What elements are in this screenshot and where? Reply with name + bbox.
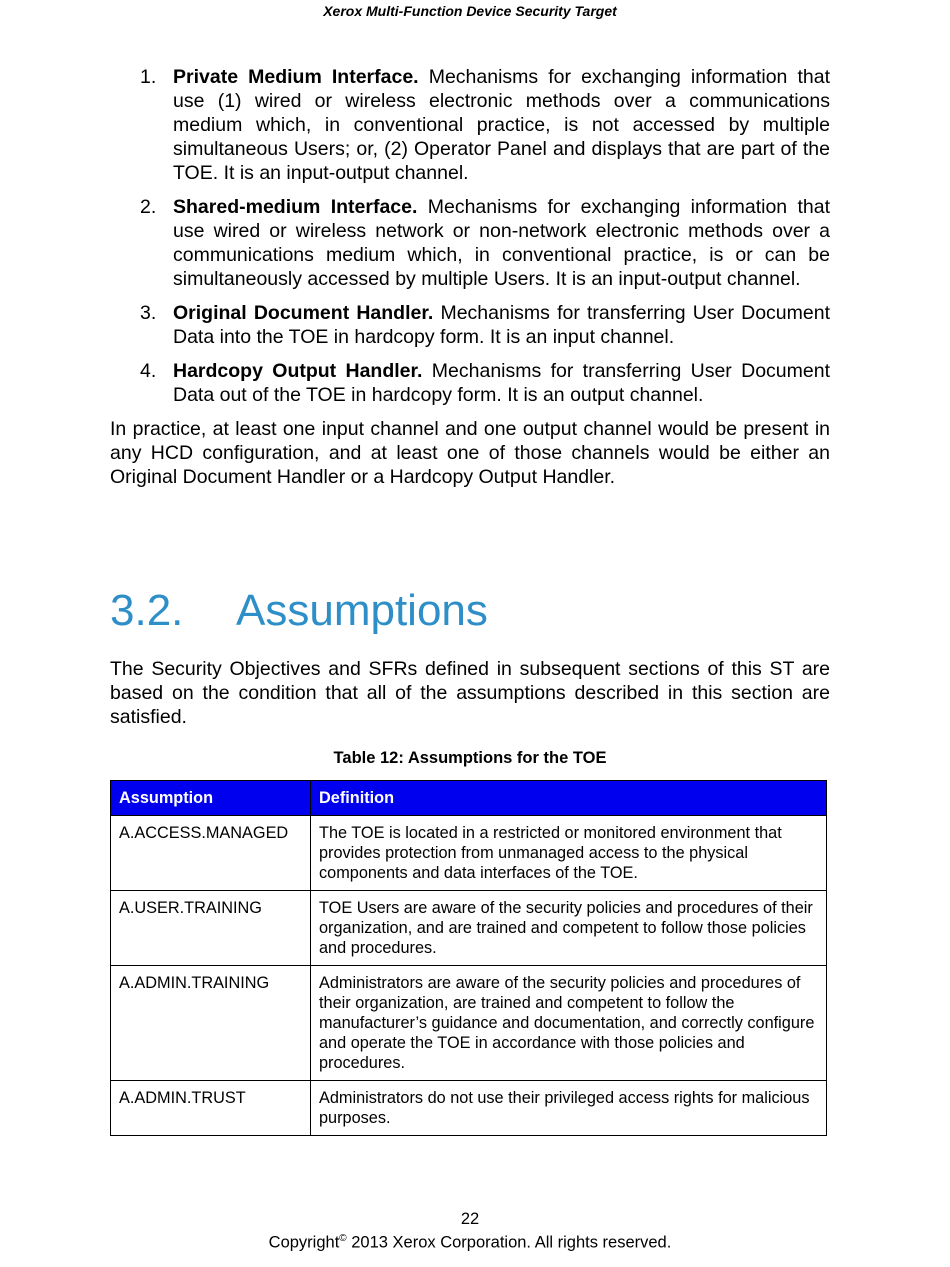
assumption-cell: A.ADMIN.TRUST xyxy=(111,1081,311,1136)
copyright-prefix: Copyright xyxy=(268,1233,340,1252)
list-item-term: Original Document Handler. xyxy=(173,302,434,324)
list-item-number: 3. xyxy=(140,302,157,324)
list-item-term: Shared-medium Interface. xyxy=(173,196,418,218)
column-header-assumption: Assumption xyxy=(111,781,311,816)
list-item xyxy=(110,195,830,291)
page-number: 22 xyxy=(460,1210,480,1228)
assumptions-intro-block xyxy=(110,657,830,729)
table-row xyxy=(111,966,827,1081)
list-item-text: Mechanisms for exchanging information that use wired or wireless network or non-network electronic methods over a communications medium which, in conventional practice, is or can be simultaneously accessed by multiple Users. It is an input-output channel. xyxy=(173,196,831,290)
list-item-number: 1. xyxy=(140,66,157,88)
table-row xyxy=(111,816,827,891)
list-item-term: Hardcopy Output Handler. xyxy=(173,360,423,382)
list-item xyxy=(110,301,830,349)
section-title: Assumptions xyxy=(236,586,488,635)
list-item xyxy=(110,359,830,407)
definition-cell: Administrators are aware of the security policies and procedures of their organization, are trained and competent to follow the manufacturer’s guidance and documentation, and correctly configure and operate the TOE in accordance with those policies and procedures. xyxy=(311,966,827,1081)
copyright-notice xyxy=(0,1233,940,1253)
channel-list xyxy=(110,65,830,407)
table-row xyxy=(111,891,827,966)
list-item-text: Mechanisms for transferring User Document Data into the TOE in hardcopy form. It is an input channel. xyxy=(173,302,830,348)
assumption-cell: A.ACCESS.MANAGED xyxy=(111,816,311,891)
list-item xyxy=(110,65,830,185)
definition-cell: TOE Users are aware of the security policies and procedures of their organization, and are trained and competent to follow those policies and procedures. xyxy=(311,891,827,966)
list-item-number: 4. xyxy=(140,360,157,382)
column-header-definition: Definition xyxy=(311,781,827,816)
copyright-symbol: © xyxy=(339,1233,347,1244)
assumption-cell: A.ADMIN.TRAINING xyxy=(111,966,311,1081)
assumption-cell: A.USER.TRAINING xyxy=(111,891,311,966)
assumptions-table xyxy=(110,780,827,1136)
list-item-text: Mechanisms for transferring User Document Data out of the TOE in hardcopy form. It is an output channel. xyxy=(173,360,831,406)
definition-cell: The TOE is located in a restricted or monitored environment that provides protection from unmanaged access to the physical components and data interfaces of the TOE. xyxy=(311,816,827,891)
assumptions-intro: The Security Objectives and SFRs defined in subsequent sections of this ST are based on the condition that all of the assumptions described in this section are satisfied. xyxy=(110,658,830,728)
section-heading xyxy=(110,583,488,639)
table-row xyxy=(111,1081,827,1136)
table-caption: Table 12: Assumptions for the TOE xyxy=(333,749,607,767)
section-number: 3.2. xyxy=(110,586,184,635)
table-header-row xyxy=(111,781,827,816)
list-item-text: Mechanisms for exchanging information that use (1) wired or wireless electronic methods over a communications medium which, in conventional practice, is not accessed by multiple simultaneous Users; or, (2) Operator Panel and displays that are part of the TOE. It is an input-output channel. xyxy=(173,66,831,184)
running-header: Xerox Multi-Function Device Security Target xyxy=(323,3,617,19)
list-item-term: Private Medium Interface. xyxy=(173,66,419,88)
channel-list-section xyxy=(110,65,830,489)
list-item-number: 2. xyxy=(140,196,157,218)
definition-cell: Administrators do not use their privileged access rights for malicious purposes. xyxy=(311,1081,827,1136)
copyright-text: 2013 Xerox Corporation. All rights reserved. xyxy=(346,1233,672,1252)
practice-paragraph: In practice, at least one input channel and one output channel would be present in any HCD configuration, and at least one of those channels would be either an Original Document Handler or a Hardcopy Output Handler. xyxy=(110,418,830,488)
